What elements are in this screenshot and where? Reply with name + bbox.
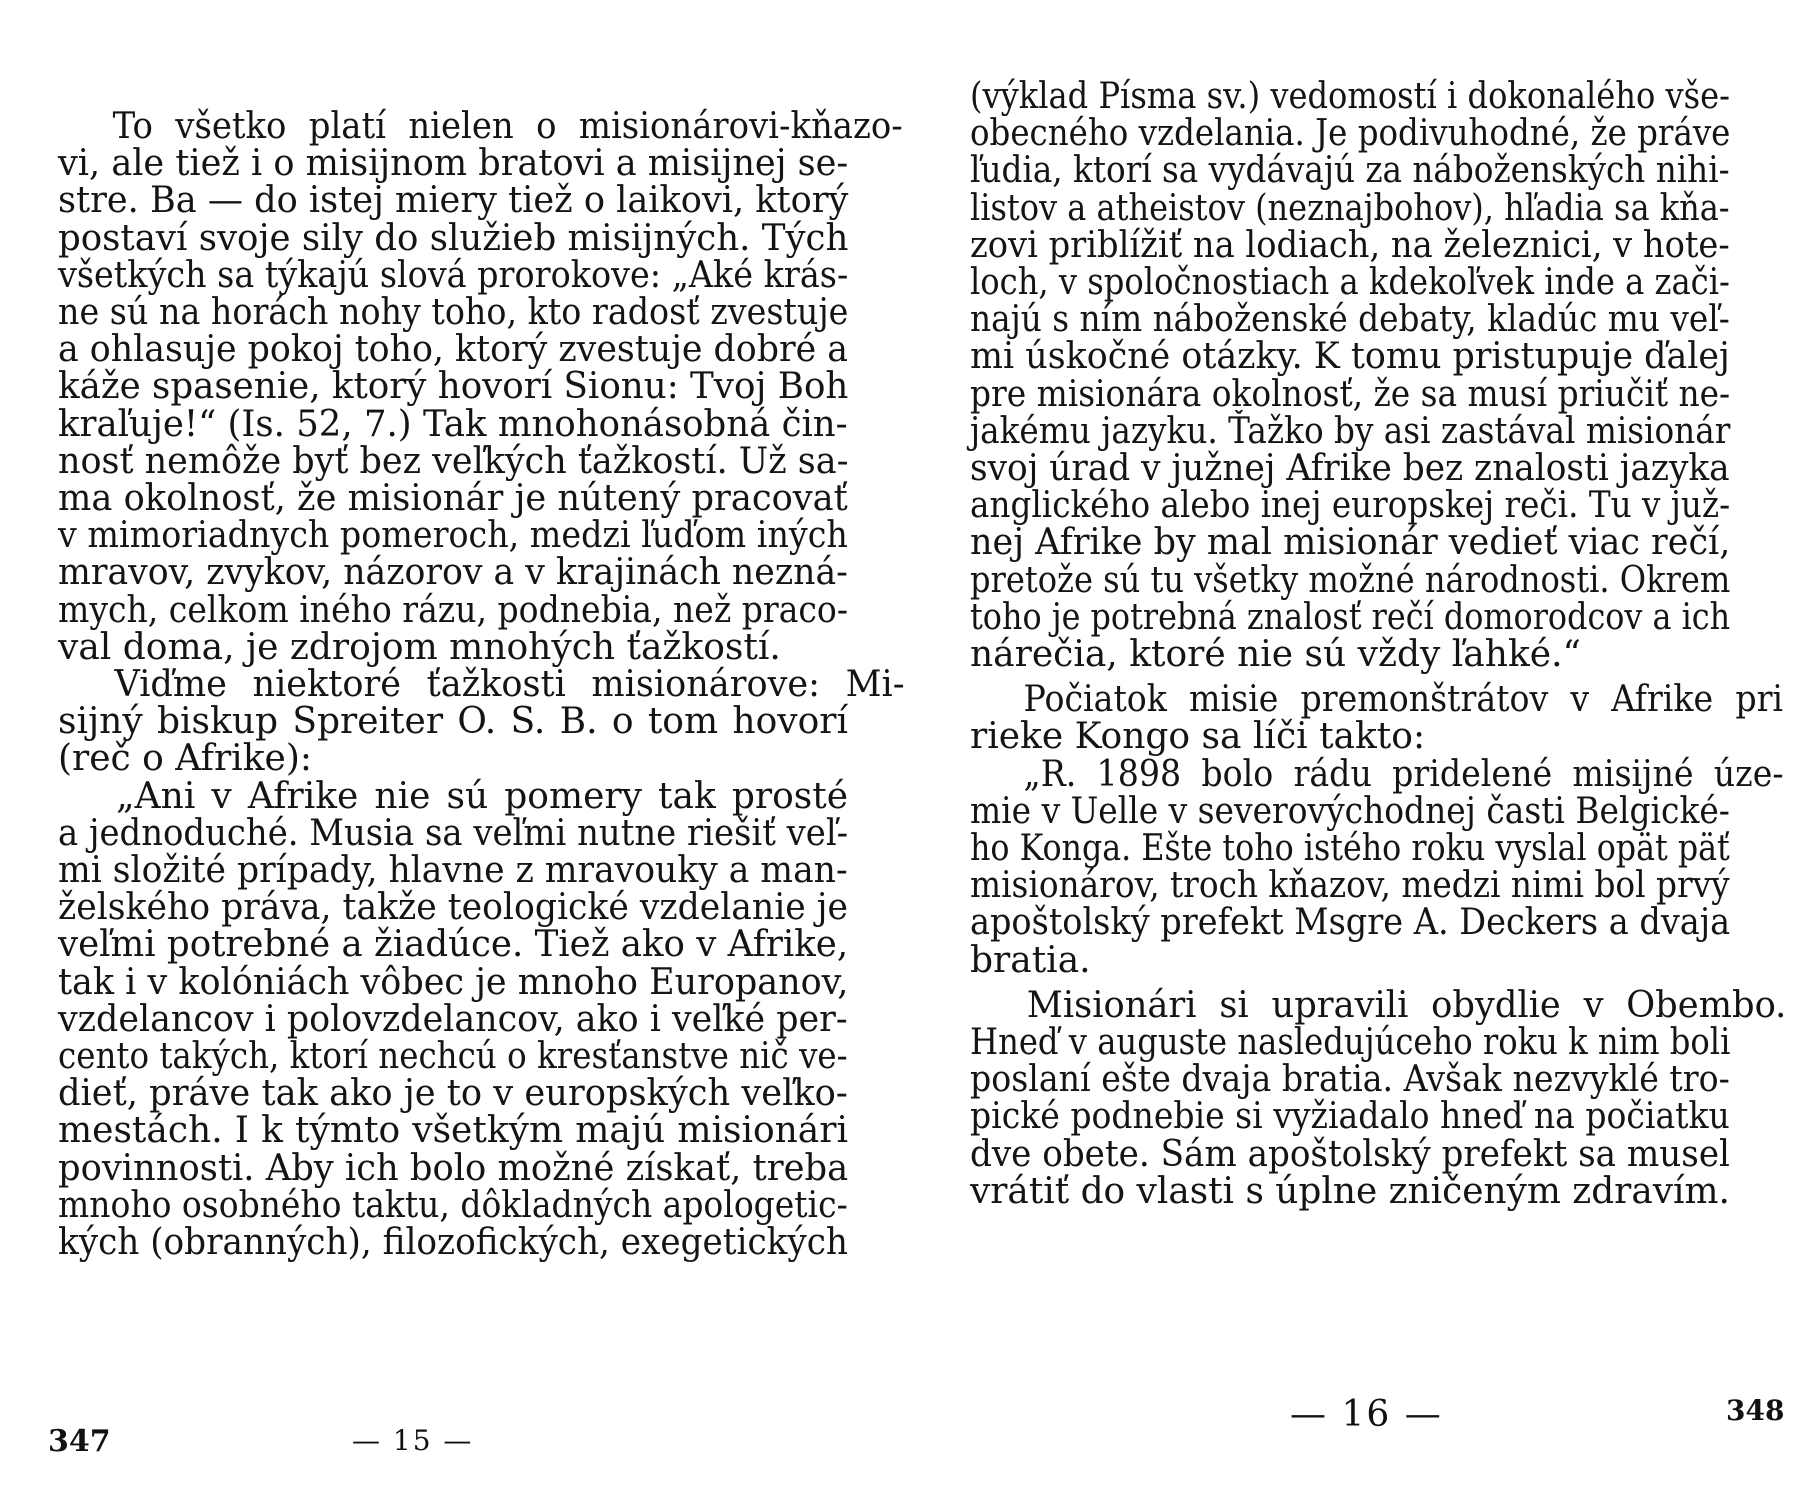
text-line: jakému jazyku. Ťažko by asi zastával misionár — [970, 410, 1731, 452]
text-line: pretože sú tu všetky možné národnosti. Okrem — [970, 559, 1731, 601]
text-line: svoj úrad v južnej Afrike bez znalosti jazyka — [970, 448, 1730, 489]
text-line: pické podnebie si vyžiadalo hneď na počiatku — [970, 1096, 1730, 1138]
text-line: povinnosti. Aby ich bolo možné získať, treba — [58, 1147, 849, 1189]
text-line: najú s ním náboženské debaty, kladúc mu veľ- — [970, 299, 1730, 341]
text-line: stre. Ba — do istej miery tiež o laikovi, ktorý — [58, 180, 849, 222]
text-line: poslaní ešte dvaja bratia. Avšak nezvyklé tro- — [970, 1059, 1730, 1101]
left-signature-mark: — 15 — — [352, 1424, 474, 1457]
text-line: nej Afrike by mal misionár vedieť viac rečí, — [970, 522, 1731, 564]
text-line: želského práva, takže teologické vzdelanie je — [58, 887, 848, 929]
text-line: vi, ale tiež i o misijnom bratovi a misijnej se- — [58, 143, 849, 185]
text-line: nárečia, ktoré nie sú vždy ľahké.“ — [970, 634, 1581, 675]
right-folio: 348 — [1726, 1394, 1785, 1427]
text-line: mestách. I k týmto všetkým majú misionári — [58, 1110, 848, 1152]
text-line: postaví svoje sily do služieb misijných. Tých — [58, 217, 849, 259]
text-line: Misionári si upravili obydlie v Obembo. — [1026, 984, 1787, 1026]
text-line: a jednoduché. Musia sa veľmi nutne riešiť veľ- — [58, 812, 849, 854]
text-line: (reč o Afrike): — [58, 738, 312, 780]
text-line: misionárov, troch kňazov, medzi nimi bol prvý — [970, 865, 1730, 907]
right-signature-mark: — 16 — — [1290, 1394, 1443, 1435]
text-line: zovi priblížiť na lodiach, na železnici, v hote- — [970, 224, 1730, 266]
text-line: Počiatok misie premonštrátov v Afrike pri — [1023, 679, 1784, 721]
text-line: ma okolnosť, že misionár je nútený pracovať — [58, 478, 848, 519]
text-line: bratia. — [970, 939, 1091, 981]
text-line: kých (obranných), filozofických, exegetických — [58, 1222, 848, 1263]
text-line: Hneď v auguste nasledujúceho roku k nim boli — [970, 1022, 1731, 1063]
left-folio: 347 — [48, 1424, 111, 1459]
text-line: cento takých, ktorí nechcú o kresťanstve nič ve- — [58, 1036, 848, 1077]
text-line: Viďme niektoré ťažkosti misionárove: Mi- — [114, 664, 905, 705]
text-line: sijný biskup Spreiter O. S. B. o tom hovorí — [58, 701, 848, 743]
text-line: To všetko platí nielen o misionárovi-kňazo- — [112, 106, 903, 147]
text-line: vrátiť do vlasti s úplne zničeným zdravím. — [970, 1170, 1730, 1212]
text-line: mi úskočné otázky. K tomu pristupuje ďalej — [970, 336, 1730, 378]
text-line: pre misionára okolnosť, že sa musí priučiť ne- — [970, 373, 1731, 415]
text-line: (výklad Písma sv.) vedomostí i dokonalého vše- — [970, 76, 1730, 117]
text-line: tak i v kolóniách vôbec je mnoho Europanov, — [58, 961, 849, 1003]
text-line: ne sú na horách nohy toho, kto radosť zvestuje — [58, 292, 849, 333]
text-line: loch, v spoločnostiach a kdekoľvek inde a zači- — [970, 262, 1730, 303]
text-line: káže spasenie, ktorý hovorí Sionu: Tvoj Boh — [58, 366, 849, 408]
text-line: apoštolský prefekt Msgre A. Deckers a dvaja — [970, 902, 1731, 944]
text-line: dve obete. Sám apoštolský prefekt sa musel — [970, 1133, 1730, 1175]
text-line: ho Konga. Ešte toho istého roku vyslal opät päť — [970, 828, 1730, 869]
text-line: mravov, zvykov, názorov a v krajinách nezná- — [58, 552, 848, 594]
text-line: v mimoriadnych pomeroch, medzi ľuďom iných — [58, 515, 848, 557]
text-line: rieke Kongo sa líči takto: — [970, 716, 1426, 758]
text-line: a ohlasuje pokoj toho, ktorý zvestuje dobré a — [58, 329, 848, 371]
text-line: mych, celkom iného rázu, podnebia, než praco- — [58, 589, 848, 631]
text-line: ľudia, ktorí sa vydávajú za náboženských nihi- — [970, 150, 1730, 192]
text-line: listov a atheistov (neznajbohov), hľadia sa kňa- — [970, 187, 1730, 229]
text-line: „R. 1898 bolo rádu pridelené misijné úze- — [1023, 753, 1784, 795]
text-line: mie v Uelle v severovýchodnej časti Belgické- — [970, 790, 1730, 832]
text-line: obecného vzdelania. Je podivuhodné, že práve — [970, 113, 1731, 155]
text-line: dieť, práve tak ako je to v europských veľko- — [58, 1073, 848, 1115]
text-line: val doma, je zdrojom mnohých ťažkostí. — [58, 626, 781, 668]
right-page — [898, 0, 1796, 1500]
text-line: všetkých sa týkajú slová prorokove: „Aké krás- — [58, 254, 849, 296]
text-line: vzdelancov i polovzdelancov, ako i veľké per- — [58, 998, 848, 1040]
text-line: „Ani v Afrike nie sú pomery tak prosté — [116, 775, 848, 817]
text-line: mi složité prípady, hlavne z mravouky a man- — [58, 850, 848, 891]
text-line: anglického alebo inej europskej reči. Tu v juž- — [970, 485, 1731, 527]
text-line: kraľuje!“ (Is. 52, 7.) Tak mnohonásobná čin- — [58, 403, 848, 445]
text-line: nosť nemôže byť bez veľkých ťažkostí. Už sa- — [58, 440, 849, 482]
text-line: mnoho osobného taktu, dôkladných apologetic- — [58, 1184, 848, 1226]
text-line: toho je potrebná znalosť rečí domorodcov a ich — [970, 596, 1731, 638]
text-line: veľmi potrebné a žiadúce. Tiež ako v Afrike, — [58, 924, 849, 966]
